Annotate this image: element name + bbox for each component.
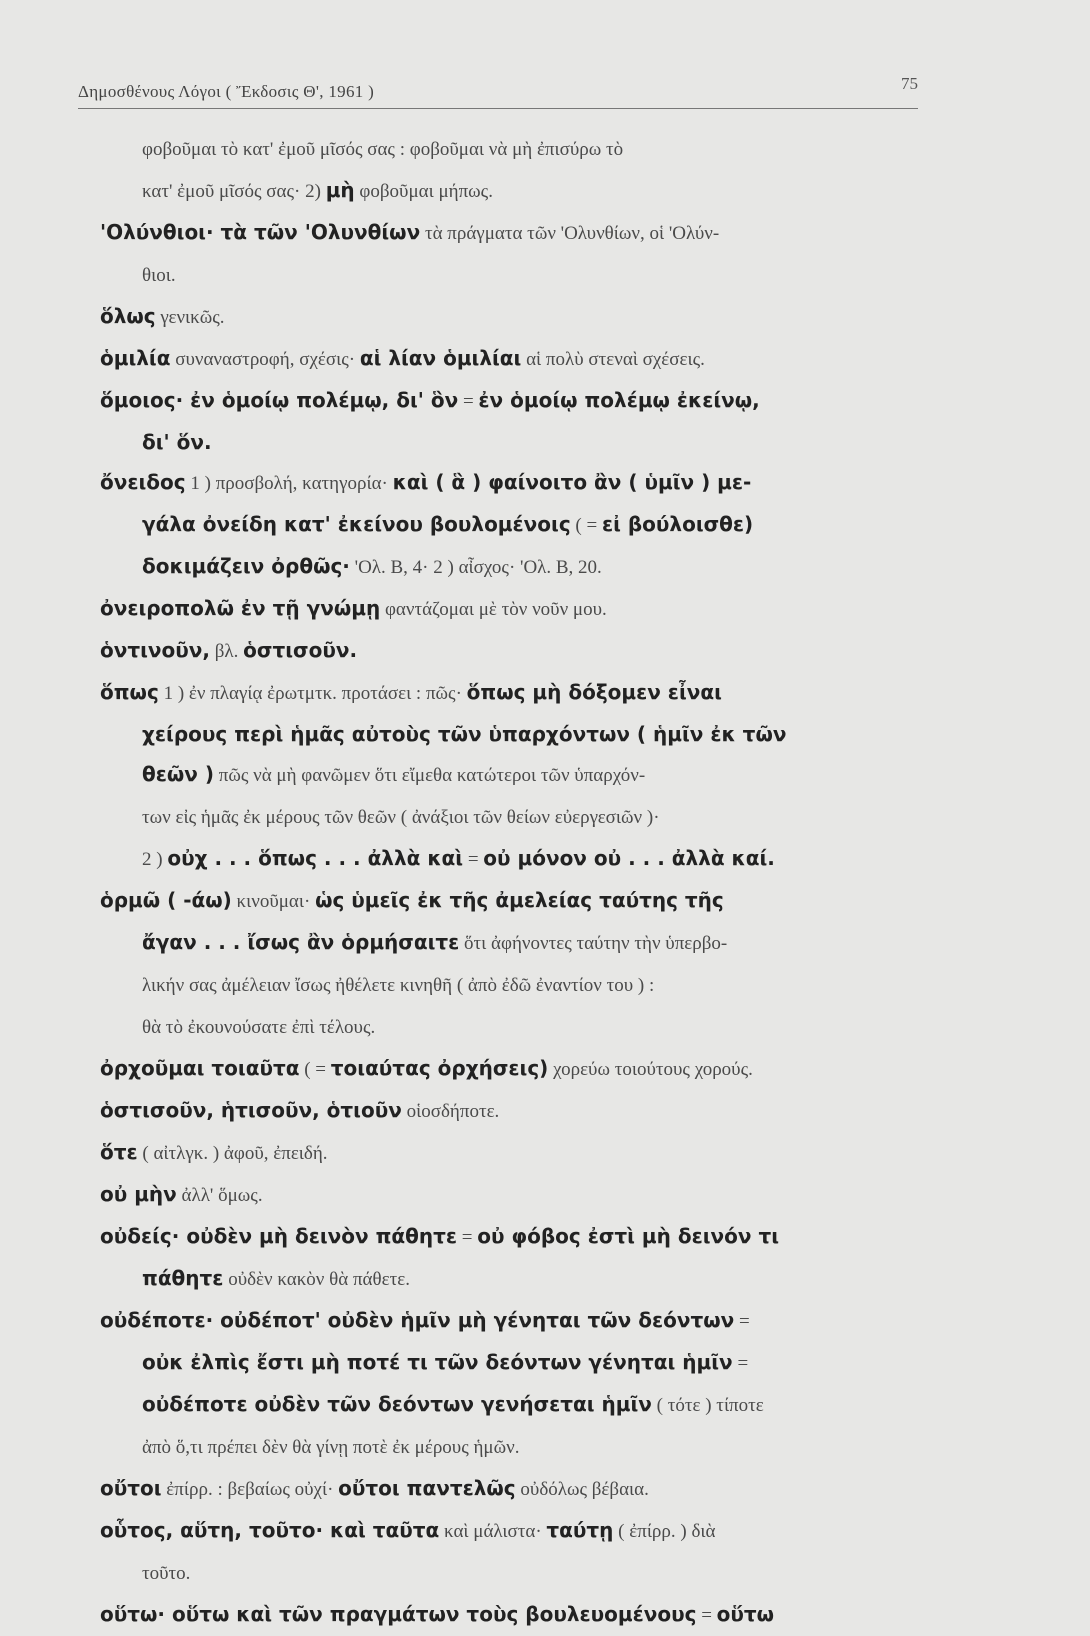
headword-text: ὁρμῶ ( -άω) — [100, 888, 232, 912]
headword-text: δι' ὅν. — [142, 430, 212, 454]
glossary-line — [100, 338, 960, 380]
gloss-text: = — [734, 1311, 750, 1332]
gloss-text: ( τότε ) τίποτε — [651, 1395, 764, 1416]
glossary-line — [100, 1132, 960, 1174]
headword-text: οὐ φόβος ἐστὶ μὴ δεινόν τι — [477, 1224, 780, 1248]
gloss-text: 'Ολ. Β, 4· 2 ) αἶσχος· 'Ολ. Β, 20. — [349, 557, 602, 578]
gloss-text: βλ. — [210, 641, 244, 662]
headword-text: καὶ ( ἃ ) φαίνοιτο ἂν ( ὑμῖν ) με- — [392, 470, 752, 494]
gloss-text: ἀπὸ ὅ,τι πρέπει δὲν θὰ γίνῃ ποτὲ ἐκ μέρους ἡμῶν. — [142, 1437, 520, 1458]
running-title: Δημοσθένους Λόγοι ( Ἔκδοσις Θ', 1961 ) — [78, 82, 375, 101]
glossary-line — [100, 672, 960, 714]
gloss-text: καὶ μάλιστα· — [439, 1521, 547, 1542]
headword-text: οὐκ ἐλπὶς ἔστι μὴ ποτέ τι τῶν δεόντων γένηται ἡμῖν — [142, 1350, 733, 1374]
headword-text: ὄνειδος — [100, 470, 186, 494]
gloss-text: λικήν σας ἀμέλειαν ἴσως ἠθέλετε κινηθῆ ( ἀπὸ ἐδῶ ἐναντίον του ) : — [142, 975, 655, 996]
glossary-line — [100, 128, 960, 170]
gloss-text: τοῦτο. — [142, 1563, 191, 1584]
gloss-text: = — [463, 849, 484, 870]
headword-text: πάθητε — [142, 1266, 224, 1290]
page-number: 75 — [901, 74, 918, 93]
headword-text: ἄγαν . . . ἴσως ἂν ὁρμήσαιτε — [142, 930, 460, 954]
glossary-line — [100, 1174, 960, 1216]
headword-text: ὅτε — [100, 1140, 138, 1164]
glossary-line — [100, 170, 960, 212]
headword-text: ὀνειροπολῶ ἐν τῇ γνώμῃ — [100, 596, 381, 620]
glossary-line — [100, 504, 960, 546]
headword-text: ἐν ὁμοίῳ πολέμῳ ἐκείνῳ, — [478, 388, 760, 412]
glossary-line — [100, 1384, 960, 1426]
glossary-line — [100, 796, 960, 838]
headword-text: ὁστισοῦν, ἡτισοῦν, ὁτιοῦν — [100, 1098, 402, 1122]
headword-text: ὁμιλία — [100, 346, 171, 370]
gloss-text: αἱ πολὺ στεναὶ σχέσεις. — [521, 349, 705, 370]
glossary-line — [100, 1594, 960, 1636]
headword-text: γάλα ὀνείδη κατ' ἐκείνου βουλομένοις — [142, 512, 571, 536]
glossary-line — [100, 1090, 960, 1132]
headword-text: οὐδείς· οὐδὲν μὴ δεινὸν πάθητε — [100, 1224, 458, 1248]
headword-text: οὐχ . . . ὅπως . . . ἀλλὰ καὶ — [167, 846, 464, 870]
headword-text: ὅπως — [100, 680, 159, 704]
glossary-line — [100, 1216, 960, 1258]
gloss-text: 1 ) προσβολή, κατηγορία· — [185, 473, 393, 494]
gloss-text: φοβοῦμαι μήπως. — [354, 181, 493, 202]
gloss-text: ὅτι ἀφήνοντες ταύτην τὴν ὑπερβο- — [459, 933, 728, 954]
glossary-line — [100, 1426, 960, 1468]
headword-text: οὐ μὴν — [100, 1182, 177, 1206]
gloss-text: θὰ τὸ ἐκουνούσατε ἐπὶ τέλους. — [142, 1017, 376, 1038]
glossary-line — [100, 880, 960, 922]
gloss-text: 2 ) — [142, 849, 168, 870]
headword-text: οὔτοι παντελῶς — [338, 1476, 516, 1500]
glossary-line — [100, 922, 960, 964]
headword-text: δοκιμάζειν ὀρθῶς· — [142, 554, 350, 578]
headword-text: οὔτοι — [100, 1476, 162, 1500]
glossary-line — [100, 714, 960, 754]
gloss-text: τὰ πράγματα τῶν 'Ολυνθίων, οἱ 'Ολύν- — [420, 223, 720, 244]
gloss-text: = — [458, 391, 479, 412]
headword-text: ὅπως μὴ δόξομεν εἶναι — [466, 680, 722, 704]
gloss-text: ἐπίρρ. : βεβαίως οὐχί· — [161, 1479, 339, 1500]
headword-text: αἱ λίαν ὁμιλίαι — [359, 346, 522, 370]
glossary-line — [100, 546, 960, 588]
headword-text: θεῶν ) — [142, 762, 214, 786]
gloss-text: ( αἰτλγκ. ) ἀφοῦ, ἐπειδή. — [137, 1143, 328, 1164]
page-header — [78, 74, 918, 109]
headword-text: ὁστισοῦν. — [243, 638, 358, 662]
headword-text: οὕτω· οὕτω καὶ τῶν πραγμάτων τοὺς βουλευομένους — [100, 1602, 697, 1626]
gloss-text: φαντάζομαι μὲ τὸν νοῦν μου. — [380, 599, 607, 620]
glossary-line — [100, 1510, 960, 1552]
gloss-text: = — [732, 1353, 749, 1374]
gloss-text: πῶς νὰ μὴ φανῶμεν ὅτι εἴμεθα κατώτεροι τῶν ὑπαρχόν- — [213, 765, 646, 786]
gloss-text: = — [696, 1605, 717, 1626]
gloss-text: 1 ) ἐν πλαγίᾳ ἐρωτμτκ. προτάσει : πῶς· — [158, 683, 467, 704]
gloss-text: ( = — [299, 1059, 331, 1080]
glossary-line — [100, 212, 960, 254]
gloss-text: οὐδόλως βέβαια. — [515, 1479, 649, 1500]
headword-text: μὴ — [325, 178, 355, 202]
gloss-text: ( = — [570, 515, 602, 536]
glossary-line — [100, 754, 960, 796]
glossary-line — [100, 462, 960, 504]
gloss-text: γενικῶς. — [155, 307, 225, 328]
glossary-line — [100, 1300, 960, 1342]
glossary-line — [100, 1468, 960, 1510]
gloss-text: κατ' ἐμοῦ μῖσός σας· 2) — [142, 181, 326, 202]
headword-text: τοιαύτας ὀρχήσεις) — [330, 1056, 549, 1080]
headword-text: οὗτος, αὕτη, τοῦτο· καὶ ταῦτα — [100, 1518, 440, 1542]
gloss-text: ἀλλ' ὅμως. — [176, 1185, 263, 1206]
gloss-text: κινοῦμαι· — [231, 891, 316, 912]
glossary-line — [100, 296, 960, 338]
glossary-line — [100, 588, 960, 630]
glossary-line — [100, 380, 960, 422]
headword-text: οὕτω — [716, 1602, 775, 1626]
glossary-line — [100, 1048, 960, 1090]
glossary-line — [100, 838, 960, 880]
headword-text: ὁντινοῦν, — [100, 638, 211, 662]
gloss-text: ( ἐπίρρ. ) διὰ — [613, 1521, 716, 1542]
gloss-text: = — [457, 1227, 478, 1248]
headword-text: 'Ολύνθιοι· τὰ τῶν 'Ολυνθίων — [100, 220, 421, 244]
headword-text: οὐδέποτε οὐδὲν τῶν δεόντων γενήσεται ἡμῖν — [142, 1392, 652, 1416]
gloss-text: οἱοσδήποτε. — [401, 1101, 500, 1122]
gloss-text: φοβοῦμαι τὸ κατ' ἐμοῦ μῖσός σας : φοβοῦμαι νὰ μὴ ἐπισύρω τὸ — [142, 139, 624, 160]
glossary-line — [100, 422, 960, 462]
glossary-line — [100, 1342, 960, 1384]
glossary-line — [100, 630, 960, 672]
headword-text: εἰ βούλοισθε) — [601, 512, 754, 536]
headword-text: ὅμοιος· ἐν ὁμοίῳ πολέμῳ, δι' ὃν — [100, 388, 459, 412]
headword-text: ὅλως — [100, 304, 156, 328]
glossary-line — [100, 964, 960, 1006]
headword-text: ὡς ὑμεῖς ἐκ τῆς ἀμελείας ταύτης τῆς — [315, 888, 724, 912]
headword-text: ὀρχοῦμαι τοιαῦτα — [100, 1056, 300, 1080]
headword-text: χείρους περὶ ἡμᾶς αὐτοὺς τῶν ὑπαρχόντων ( ἡμῖν ἐκ τῶν — [142, 722, 787, 746]
glossary-line — [100, 254, 960, 296]
glossary-line — [100, 1552, 960, 1594]
gloss-text: χορεύω τοιούτους χορούς. — [548, 1059, 753, 1080]
gloss-text: οὐδὲν κακὸν θὰ πάθετε. — [223, 1269, 410, 1290]
gloss-text: των εἰς ἡμᾶς ἐκ μέρους τῶν θεῶν ( ἀνάξιοι τῶν θείων εὐεργεσιῶν )· — [142, 807, 660, 828]
gloss-text: συναναστροφή, σχέσις· — [170, 349, 360, 370]
glossary-line — [100, 1006, 960, 1048]
glossary-entries — [100, 128, 960, 1636]
glossary-line — [100, 1258, 960, 1300]
headword-text: οὐδέποτε· οὐδέποτ' οὐδὲν ἡμῖν μὴ γένηται τῶν δεόντων — [100, 1308, 735, 1332]
headword-text: οὐ μόνον οὐ . . . ἀλλὰ καί. — [483, 846, 775, 870]
gloss-text: θιοι. — [142, 265, 176, 286]
headword-text: ταύτῃ — [546, 1518, 614, 1542]
